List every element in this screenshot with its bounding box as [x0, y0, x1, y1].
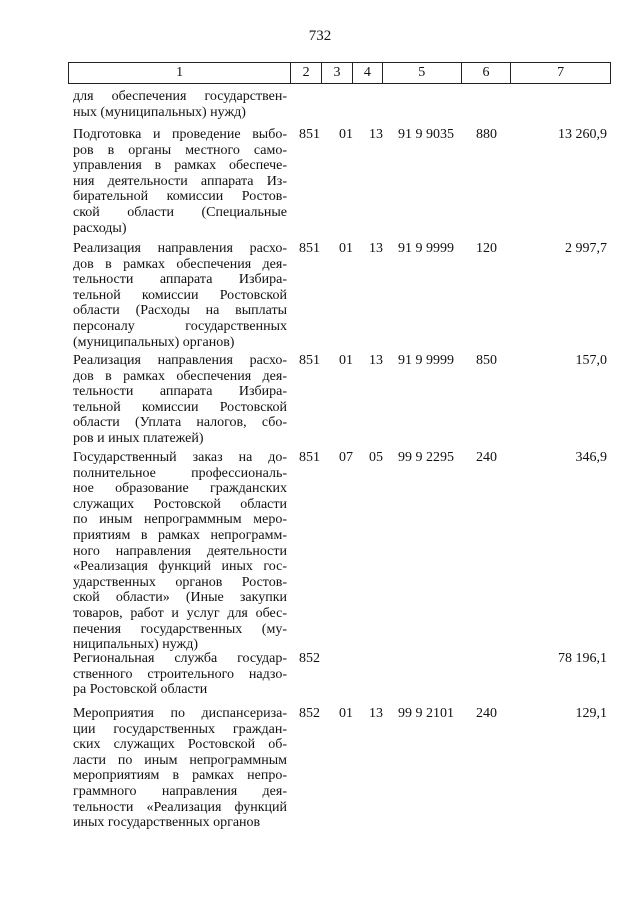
cell-col-7: 78 196,1: [558, 651, 607, 666]
row-description: [73, 241, 287, 350]
description-line: тельной комиссии Ростовской: [73, 287, 287, 303]
header-col-2: 2: [291, 63, 322, 83]
description-line: служащих Ростовской области: [73, 496, 287, 512]
description-line: Реализация направления расхо-: [73, 353, 287, 368]
description-line: Мероприятия по диспансеризa-: [73, 706, 287, 721]
cell-col-3: 01: [339, 127, 353, 142]
description-line: тельности аппарата Избира-: [73, 272, 287, 288]
row-description: [73, 89, 287, 120]
description-line: ниципальных) нужд): [73, 637, 198, 653]
cell-col-6: 880: [476, 127, 497, 142]
description-line: граммного направления дея-: [73, 783, 287, 799]
description-line: тельной комиссии Ростовской: [73, 399, 287, 415]
cell-col-4: 05: [369, 450, 383, 465]
cell-col-4: 13: [369, 241, 383, 256]
description-line: для обеспечения государствен-: [73, 89, 287, 104]
description-line: ра Ростовской области: [73, 682, 208, 698]
cell-col-2: 851: [299, 127, 320, 142]
description-line: «Реализация функций иных гос-: [73, 559, 287, 575]
description-line: расходы): [73, 220, 127, 236]
header-col-5: 5: [383, 63, 462, 83]
description-line: тельности «Реализация функций: [73, 799, 287, 815]
page-number: 732: [308, 28, 332, 44]
description-line: полнительное профессиональ-: [73, 465, 287, 481]
description-line: ской области (Специальные: [73, 204, 287, 220]
description-line: ров и иных платежей): [73, 430, 204, 446]
header-col-4: 4: [353, 63, 383, 83]
cell-col-2: 851: [299, 241, 320, 256]
header-col-3: 3: [322, 63, 353, 83]
cell-col-3: 01: [339, 241, 353, 256]
cell-col-4: 13: [369, 353, 383, 368]
cell-col-3: 07: [339, 450, 353, 465]
row-description: [73, 353, 287, 447]
description-line: (муниципальных) органов): [73, 334, 235, 350]
cell-col-2: 852: [299, 651, 320, 666]
cell-col-7: 2 997,7: [565, 241, 607, 256]
cell-col-7: 13 260,9: [558, 127, 607, 142]
description-line: дов в рамках обеспечения дея-: [73, 256, 287, 272]
header-col-6: 6: [462, 63, 512, 83]
row-description: [73, 127, 287, 236]
cell-col-7: 346,9: [575, 450, 607, 465]
cell-col-6: 850: [476, 353, 497, 368]
header-col-7: 7: [557, 65, 565, 80]
cell-col-5: 99 9 2101: [398, 706, 454, 721]
description-line: ров в органы местного само-: [73, 142, 287, 158]
description-line: иных государственных органов: [73, 815, 261, 831]
row-description: [73, 651, 287, 698]
cell-col-4: 13: [369, 706, 383, 721]
description-line: Региональная служба государ-: [73, 651, 287, 666]
row-description: [73, 706, 287, 831]
header-col-1: 1: [69, 63, 291, 83]
description-line: бирательной комиссии Ростов-: [73, 189, 287, 205]
cell-col-2: 852: [299, 706, 320, 721]
description-line: товаров, работ и услуг для обес-: [73, 605, 287, 621]
cell-col-6: 240: [476, 706, 497, 721]
description-line: приятиям в рамках непрограмм-: [73, 527, 287, 543]
description-line: по иным непрограммным меро-: [73, 512, 287, 528]
cell-col-5: 99 9 2295: [398, 450, 454, 465]
row-description: [73, 450, 287, 653]
cell-col-3: 01: [339, 706, 353, 721]
cell-col-5: 91 9 9999: [398, 241, 454, 256]
description-line: ных (муниципальных) нужд): [73, 104, 246, 120]
description-line: ласти по иным непрограммным: [73, 752, 287, 768]
description-line: ударственных органов Ростов-: [73, 574, 287, 590]
description-line: ции государственных граждан-: [73, 721, 287, 737]
description-line: тельности аппарата Избира-: [73, 384, 287, 400]
description-line: области (Уплата налогов, сбо-: [73, 415, 287, 431]
cell-col-7: 157,0: [575, 353, 607, 368]
cell-col-2: 851: [299, 450, 320, 465]
description-line: ного направления деятельности: [73, 543, 287, 559]
cell-col-2: 851: [299, 353, 320, 368]
description-line: ния деятельности аппарата Из-: [73, 173, 287, 189]
description-line: ственного строительного надзо-: [73, 666, 287, 682]
cell-col-6: 120: [476, 241, 497, 256]
description-line: области (Расходы на выплаты: [73, 303, 287, 319]
cell-col-5: 91 9 9999: [398, 353, 454, 368]
description-line: ской области» (Иные закупки: [73, 590, 287, 606]
description-line: Государственный заказ на до-: [73, 450, 287, 465]
cell-col-4: 13: [369, 127, 383, 142]
description-line: ное образование гражданских: [73, 481, 287, 497]
description-line: ских служащих Ростовской об-: [73, 737, 287, 753]
description-line: печения государственных (му-: [73, 621, 287, 637]
description-line: мероприятиям в рамках непро-: [73, 768, 287, 784]
description-line: Реализация направления расхо-: [73, 241, 287, 256]
description-line: дов в рамках обеспечения дея-: [73, 368, 287, 384]
cell-col-5: 91 9 9035: [398, 127, 454, 142]
description-line: управления в рамках обеспече-: [73, 158, 287, 174]
cell-col-3: 01: [339, 353, 353, 368]
description-line: персоналу государственных: [73, 318, 287, 334]
table-header: [68, 62, 611, 84]
cell-col-7: 129,1: [575, 706, 607, 721]
description-line: Подготовка и проведение выбо-: [73, 127, 287, 142]
cell-col-6: 240: [476, 450, 497, 465]
